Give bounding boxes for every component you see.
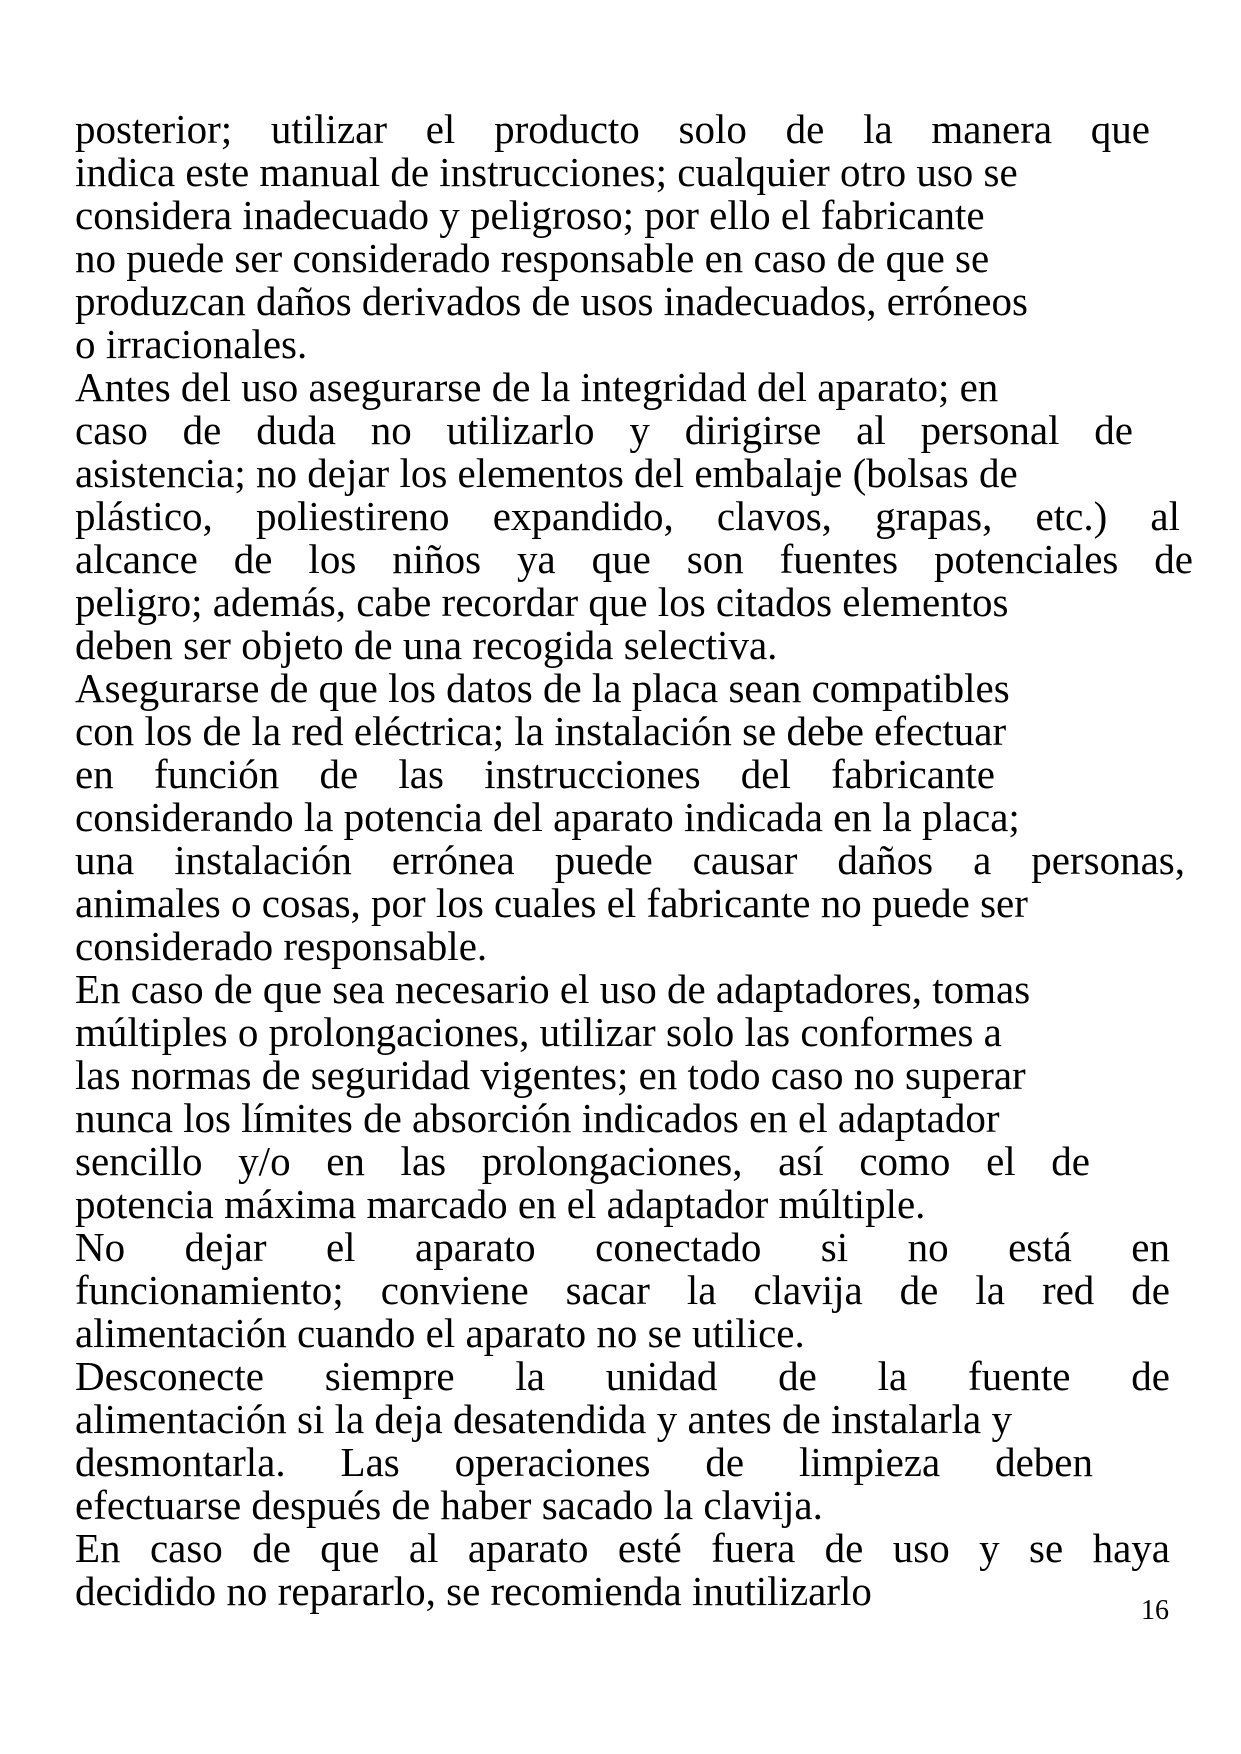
text-line: sencillo y/o en las prolongaciones, así como el de: [75, 1138, 1090, 1184]
text-line: indica este manual de instrucciones; cualquier otro uso se: [75, 149, 1018, 195]
text-line: Antes del uso asegurarse de la integridad del aparato; en: [75, 364, 999, 410]
text-line: alimentación si la deja desatendida y antes de instalarla y: [75, 1396, 1012, 1442]
text-line: produzcan daños derivados de usos inadecuados, erróneos: [75, 278, 1028, 324]
text-line: alcance de los niños ya que son fuentes potenciales de: [75, 536, 1193, 582]
text-line: En caso de que al aparato esté fuera de uso y se haya: [75, 1525, 1170, 1571]
text-line: efectuarse después de haber sacado la clavija.: [75, 1482, 823, 1528]
text-line: las normas de seguridad vigentes; en todo caso no superar: [75, 1052, 1026, 1098]
text-line: caso de duda no utilizarlo y dirigirse al personal de: [75, 407, 1133, 453]
text-line: considera inadecuado y peligroso; por ello el fabricante: [75, 192, 985, 238]
text-line: potencia máxima marcado en el adaptador múltiple.: [75, 1181, 926, 1227]
text-line: deben ser objeto de una recogida selectiva.: [75, 622, 778, 668]
body-text: [75, 108, 1195, 1613]
text-line: Asegurarse de que los datos de la placa sean compatibles: [75, 665, 1010, 711]
text-line: peligro; además, cabe recordar que los citados elementos: [75, 579, 1009, 625]
text-line: considerando la potencia del aparato indicada en la placa;: [75, 794, 1020, 840]
text-line: alimentación cuando el aparato no se utilice.: [75, 1310, 805, 1356]
page-number: 16: [1141, 1595, 1169, 1626]
text-line: no puede ser considerado responsable en caso de que se: [75, 235, 990, 281]
text-line: una instalación errónea puede causar daños a personas,: [75, 837, 1185, 883]
text-line: con los de la red eléctrica; la instalación se debe efectuar: [75, 708, 1007, 754]
text-line: o irracionales.: [75, 321, 308, 367]
text-line: nunca los límites de absorción indicados en el adaptador: [75, 1095, 1000, 1141]
text-line: asistencia; no dejar los elementos del embalaje (bolsas de: [75, 450, 1018, 496]
text-line: En caso de que sea necesario el uso de adaptadores, tomas: [75, 966, 1031, 1012]
text-line: decidido no repararlo, se recomienda inutilizarlo: [75, 1568, 872, 1614]
text-line: en función de las instrucciones del fabricante: [75, 751, 995, 797]
text-line: No dejar el aparato conectado si no está en: [75, 1224, 1170, 1270]
text-line: plástico, poliestireno expandido, clavos, grapas, etc.) al: [75, 493, 1180, 539]
text-line: funcionamiento; conviene sacar la clavija de la red de: [75, 1267, 1170, 1313]
text-line: animales o cosas, por los cuales el fabricante no puede ser: [75, 880, 1028, 926]
text-line: considerado responsable.: [75, 923, 488, 969]
text-line: Desconecte siempre la unidad de la fuente de: [75, 1353, 1170, 1399]
text-line: desmontarla. Las operaciones de limpieza deben: [75, 1439, 1093, 1485]
text-line: posterior; utilizar el producto solo de la manera que: [75, 106, 1150, 152]
text-line: múltiples o prolongaciones, utilizar solo las conformes a: [75, 1009, 1002, 1055]
